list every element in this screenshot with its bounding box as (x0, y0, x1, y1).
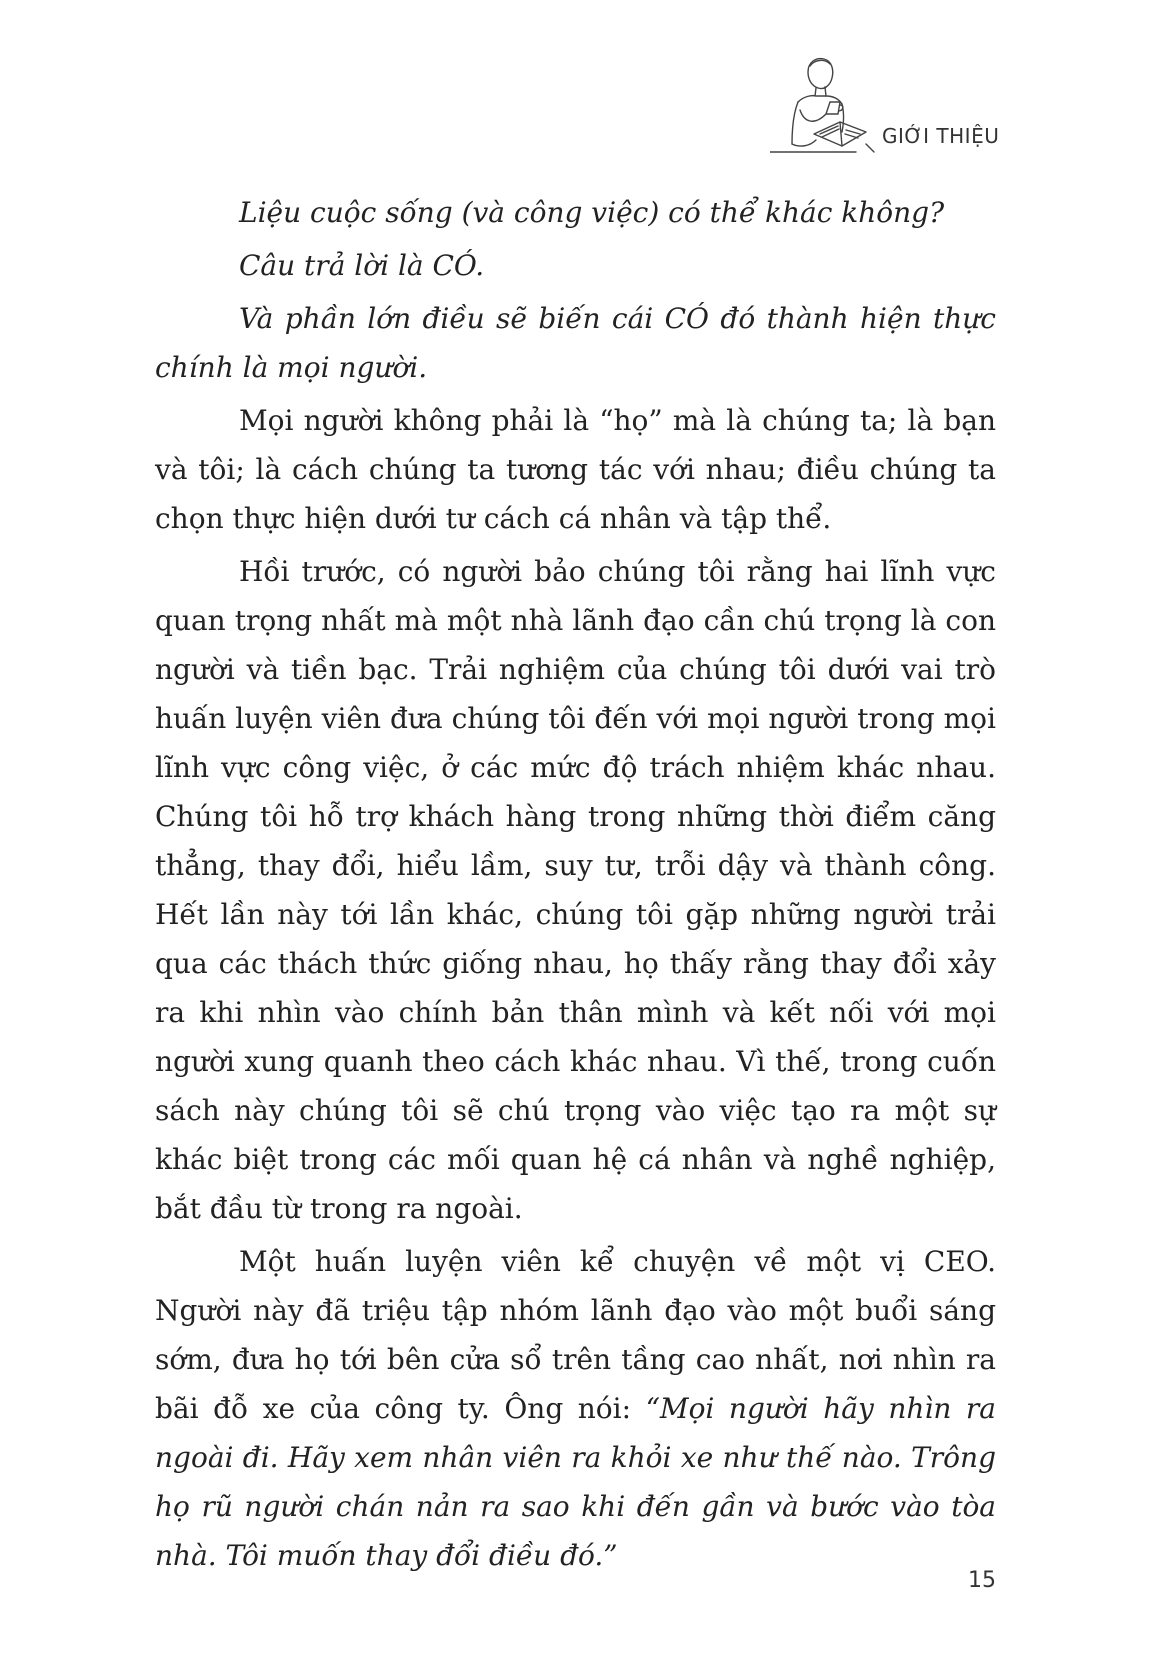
paragraph: Và phần lớn điều sẽ biến cái CÓ đó thành hiện thực chính là mọi người. (155, 302, 996, 384)
paragraph: Mọi người không phải là “họ” mà là chúng ta; là bạn và tôi; là cách chúng ta tương tác với nhau; điều chúng ta chọn thực hiện dưới tư cách cá nhân và tập thể. (155, 404, 996, 535)
running-header (770, 52, 1010, 172)
reading-person-icon (770, 52, 890, 170)
paragraph: Câu trả lời là CÓ. (239, 249, 485, 282)
paragraph: Hồi trước, có người bảo chúng tôi rằng hai lĩnh vực quan trọng nhất mà một nhà lãnh đạo cần chú trọng là con người và tiền bạc. Trải nghiệm của chúng tôi dưới vai trò huấn luyện viên đưa chúng tôi đến với mọi người trong mọi lĩnh vực công việc, ở các mức độ trách nhiệm khác nhau. Chúng tôi hỗ trợ khách hàng trong những thời điểm căng thẳng, thay đổi, hiểu lầm, suy tư, trỗi dậy và thành công. Hết lần này tới lần khác, chúng tôi gặp những người trải qua các thách thức giống nhau, họ thấy rằng thay đổi xảy ra khi nhìn vào chính bản thân mình và kết nối với mọi người xung quanh theo cách khác nhau. Vì thế, trong cuốn sách này chúng tôi sẽ chú trọng vào việc tạo ra một sự khác biệt trong các mối quan hệ cá nhân và nghề nghiệp, bắt đầu từ trong ra ngoài. (155, 555, 996, 1225)
paragraph-lead: Một huấn luyện viên kể chuyện về một vị CEO. Người này đã triệu tập nhóm lãnh đạo vào một buổi sáng sớm, đưa họ tới bên cửa sổ trên tầng cao nhất, nơi nhìn ra bãi đỗ xe của công ty. Ông nói: (155, 1245, 996, 1425)
ceo-quote: “Mọi người hãy nhìn ra ngoài đi. Hãy xem nhân viên ra khỏi xe như thế nào. Trông họ rũ người chán nản ra sao khi đến gần và bước vào tòa nhà. Tôi muốn thay đổi điều đó.” (155, 1392, 996, 1572)
paragraph: Liệu cuộc sống (và công việc) có thể khác không? (239, 196, 945, 229)
body-text (155, 188, 996, 1584)
paragraph (155, 1237, 996, 1580)
section-title: GIỚI THIỆU (882, 124, 1000, 148)
page-number: 15 (968, 1568, 996, 1593)
